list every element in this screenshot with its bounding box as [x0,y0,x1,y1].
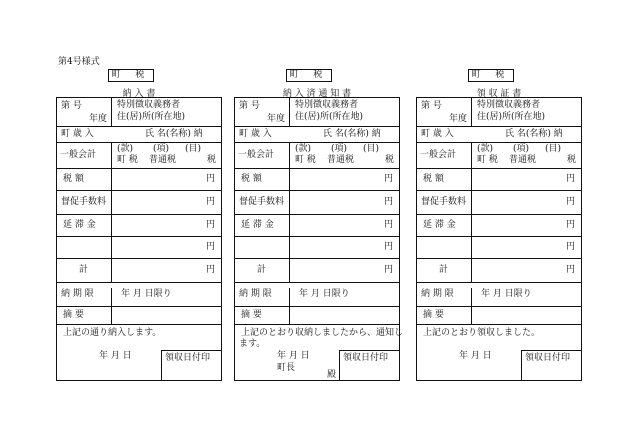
moku-label: (目) [363,144,380,154]
payer-title: 特別徴収義務者 [117,100,181,110]
kou-value: 普通税 [327,155,355,165]
yen-label: 円 [566,242,576,252]
yen-label: 円 [566,174,576,184]
tax-amount-label: 税 額 [63,174,84,184]
slip-table [416,97,582,381]
year-label: 年度 [267,114,286,124]
divider [57,214,221,215]
date-text: 年 月 日 [99,351,132,361]
year-label: 年度 [89,114,108,124]
deadline-value: 年 月 日限り [121,289,172,299]
moku-label: (目) [185,144,202,154]
slip-title: 領 収 証 書 [476,89,522,99]
fee-label: 督促手数料 [421,197,467,207]
account-label: 一般会計 [60,150,97,160]
footer-text-1: 上記の通り納入します。 [63,328,162,338]
divider [111,98,112,126]
divider [417,168,581,169]
divider [235,126,399,127]
yen-label: 円 [566,220,576,230]
divider [235,168,399,169]
slip-table [234,97,404,381]
divider [235,324,399,325]
yen-label: 円 [384,197,394,207]
yen-label: 円 [206,174,216,184]
divider [289,142,290,282]
number-label: 第 号 [61,101,82,111]
deadline-label: 納 期 限 [421,289,454,299]
moku-value: 税 [207,155,217,165]
kou-value: 普通税 [149,155,177,165]
divider [417,142,581,143]
total-label: 計 [79,265,89,275]
town-income-label: 町 歳 入 [61,129,94,139]
date-text: 年 月 日 [459,351,492,361]
divider [161,350,162,380]
late-fee-label: 延 滞 金 [241,220,274,230]
divider [57,258,221,259]
divider [471,98,472,126]
year-label: 年度 [449,114,468,124]
divider [57,236,221,237]
address-label: 住(居)所(所在地) [295,112,364,122]
yen-label: 円 [566,265,576,275]
deadline-value: 年 月 日限り [299,289,350,299]
deadline-value: 年 月 日限り [481,289,532,299]
slip-title: 納 入 書 [122,89,156,99]
divider [57,306,221,307]
divider [521,350,581,351]
divider [417,324,581,325]
stamp-label: 領収日付印 [343,353,389,363]
number-label: 第 号 [421,101,442,111]
divider [339,350,340,380]
total-label: 計 [257,265,267,275]
kan-label: (款) [295,144,312,154]
late-fee-label: 延 滞 金 [63,220,96,230]
name-label: 氏 名(名称) 納 [505,129,563,139]
footer-text-2: ます。 [239,339,266,349]
divider [339,350,399,351]
divider [57,282,221,283]
divider [57,142,221,143]
address-label: 住(居)所(所在地) [117,112,186,122]
divider [417,306,581,307]
tax-amount-label: 税 額 [241,174,262,184]
kou-label: (項) [331,144,348,154]
stamp-label: 領収日付印 [165,353,211,363]
signer-1: 町長 [277,363,296,373]
moku-label: (目) [545,144,562,154]
tax-name-box: 町 税 [108,69,154,82]
remarks-label: 摘 要 [63,310,84,320]
form-number: 第4号様式 [58,57,100,67]
divider [417,282,581,283]
footer-text-1: 上記のとおり領収しました。 [423,328,541,338]
kan-label: (款) [477,144,494,154]
total-label: 計 [439,265,449,275]
kou-label: (項) [153,144,170,154]
yen-label: 円 [384,265,394,275]
divider [111,142,112,282]
tax-name-box: 町 税 [468,69,514,82]
divider [57,126,221,127]
divider [417,236,581,237]
yen-label: 円 [206,220,216,230]
deadline-label: 納 期 限 [239,289,272,299]
signer-2: 殿 [327,370,337,380]
divider [235,214,399,215]
moku-value: 税 [567,155,577,165]
remarks-label: 摘 要 [241,310,262,320]
account-label: 一般会計 [238,150,275,160]
name-label: 氏 名(名称) 納 [323,129,381,139]
slip-0 [56,66,222,381]
date-text: 年 月 日 [277,351,310,361]
divider [235,306,399,307]
divider [289,98,290,126]
footer-text-1: 上記のとおり収納しましたから、通知し [241,328,404,338]
moku-value: 税 [385,155,395,165]
divider [417,126,581,127]
deadline-label: 納 期 限 [61,289,94,299]
divider [521,350,522,380]
tax-name-box: 町 税 [286,69,332,82]
yen-label: 円 [384,220,394,230]
kan-value: 町 税 [477,155,498,165]
kou-value: 普通税 [509,155,537,165]
payer-title: 特別徴収義務者 [295,100,359,110]
yen-label: 円 [206,197,216,207]
divider [57,190,221,191]
town-income-label: 町 歳 入 [239,129,272,139]
kou-label: (項) [513,144,530,154]
slip-2 [416,66,582,381]
late-fee-label: 延 滞 金 [423,220,456,230]
tax-amount-label: 税 額 [423,174,444,184]
divider [161,350,221,351]
divider [417,258,581,259]
address-label: 住(居)所(所在地) [477,112,546,122]
account-label: 一般会計 [420,150,457,160]
yen-label: 円 [384,174,394,184]
fee-label: 督促手数料 [239,197,285,207]
number-label: 第 号 [239,101,260,111]
name-label: 氏 名(名称) 納 [145,129,203,139]
divider [471,142,472,282]
slip-title: 納 入 済 通 知 書 [282,89,352,99]
fee-label: 督促手数料 [61,197,107,207]
divider [417,214,581,215]
divider [235,236,399,237]
divider [235,142,399,143]
divider [417,190,581,191]
divider [235,258,399,259]
yen-label: 円 [206,265,216,275]
slip-table [56,97,222,381]
slip-1 [234,66,404,381]
remarks-label: 摘 要 [423,310,444,320]
divider [57,324,221,325]
divider [235,190,399,191]
divider [57,168,221,169]
stamp-label: 領収日付印 [525,353,571,363]
payer-title: 特別徴収義務者 [477,100,541,110]
kan-value: 町 税 [117,155,138,165]
divider [235,282,399,283]
yen-label: 円 [206,242,216,252]
yen-label: 円 [384,242,394,252]
kan-value: 町 税 [295,155,316,165]
yen-label: 円 [566,197,576,207]
kan-label: (款) [117,144,134,154]
town-income-label: 町 歳 入 [421,129,454,139]
